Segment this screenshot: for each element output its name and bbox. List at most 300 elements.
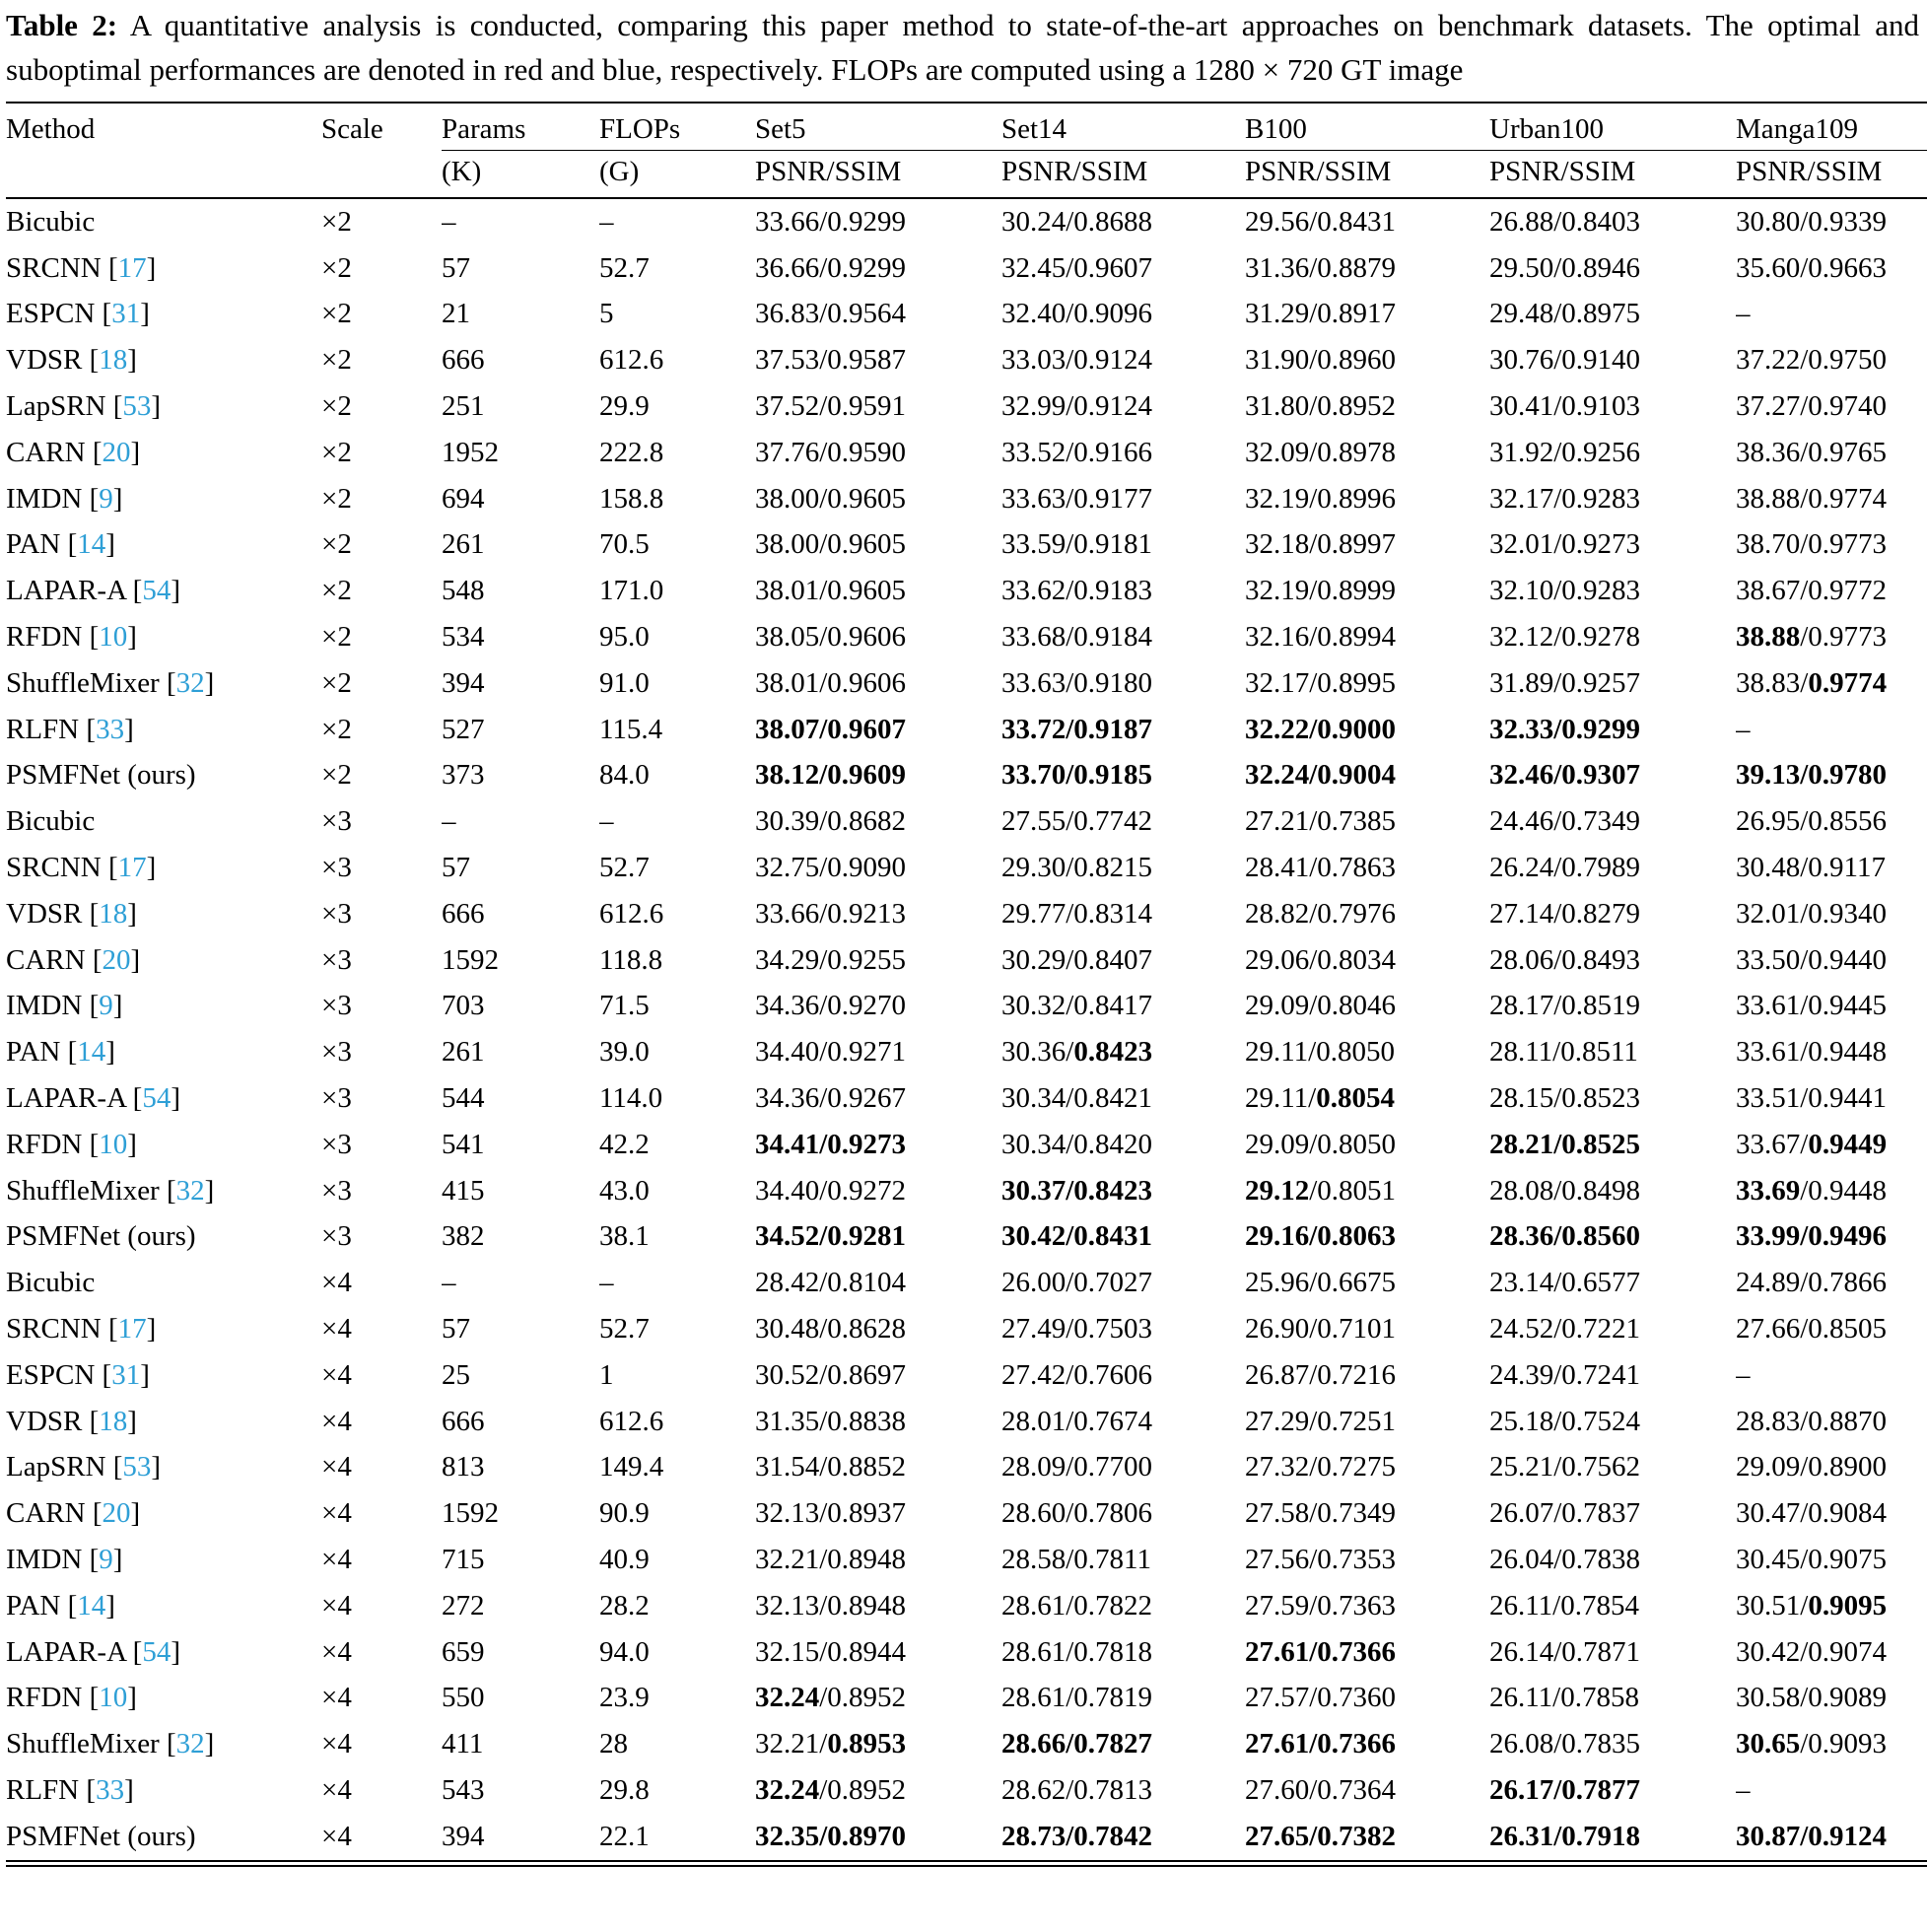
cell-b100: 31.80/0.8952 (1245, 390, 1397, 423)
cell-manga109: 27.66/0.8505 (1736, 1312, 1888, 1345)
cell-params: 394 (442, 1820, 485, 1852)
cell-manga109: 38.83/0.9774 (1736, 666, 1888, 699)
cell-scale: ×4 (321, 1682, 352, 1714)
cell-params: 666 (442, 897, 485, 930)
column-header-set5: Set5 (755, 103, 1001, 150)
cell-flops: 114.0 (599, 1081, 663, 1114)
table-row (6, 1029, 1927, 1075)
cell-scale: ×2 (321, 482, 352, 515)
cell-manga109: 28.83/0.8870 (1736, 1405, 1888, 1437)
cell-method: LapSRN [53] (6, 390, 162, 423)
cell-manga109: 33.61/0.9448 (1736, 1036, 1888, 1069)
cell-urban100: 32.10/0.9283 (1489, 575, 1641, 607)
cell-method: SRCNN [17] (6, 251, 157, 284)
method-name: RFDN (6, 1128, 83, 1160)
citation-link[interactable]: 9 (99, 990, 113, 1022)
method-name: PAN (6, 528, 61, 561)
cell-set14: 28.58/0.7811 (1001, 1543, 1151, 1575)
cell-set14: 30.34/0.8421 (1001, 1081, 1153, 1114)
cell-scale: ×4 (321, 1820, 352, 1852)
cell-set14: 33.52/0.9166 (1001, 436, 1153, 468)
method-name: VDSR (6, 1405, 83, 1437)
cell-b100: 25.96/0.6675 (1245, 1267, 1397, 1299)
citation-link[interactable]: 18 (99, 897, 128, 930)
cell-method: ShuffleMixer [32] (6, 666, 215, 699)
cell-params: 411 (442, 1728, 484, 1760)
cell-flops: 612.6 (599, 344, 664, 377)
cell-urban100: 31.92/0.9256 (1489, 436, 1641, 468)
cell-method: SRCNN [17] (6, 852, 157, 883)
citation-link[interactable]: 32 (175, 1174, 205, 1207)
table-row (6, 1490, 1927, 1537)
citation-link[interactable]: 18 (99, 1405, 128, 1437)
cell-manga109: 30.45/0.9075 (1736, 1543, 1888, 1575)
column-subheader-params: (K) (442, 151, 599, 198)
cell-method: VDSR [18] (6, 344, 137, 377)
cell-set5: 34.29/0.9255 (755, 943, 907, 976)
cell-urban100: 32.33/0.9299 (1489, 713, 1641, 745)
cell-urban100: 28.15/0.8523 (1489, 1081, 1641, 1114)
cell-params: – (442, 805, 456, 838)
table-row (6, 752, 1927, 798)
cell-set14: 28.09/0.7700 (1001, 1451, 1153, 1484)
cell-set5: 32.13/0.8937 (755, 1497, 907, 1530)
method-name: RFDN (6, 1682, 83, 1714)
cell-set14: 29.77/0.8314 (1001, 897, 1153, 930)
cell-params: 694 (442, 482, 485, 515)
cell-set5: 31.35/0.8838 (755, 1405, 907, 1437)
method-name: Bicubic (6, 1267, 96, 1299)
method-name: PSMFNet (ours) (6, 759, 196, 792)
citation-link[interactable]: 31 (111, 1358, 141, 1391)
cell-params: 715 (442, 1543, 485, 1575)
cell-manga109: 30.58/0.9089 (1736, 1682, 1888, 1714)
cell-scale: ×3 (321, 1081, 352, 1114)
table-row (6, 476, 1927, 522)
table-row (6, 198, 1927, 245)
cell-scale: ×2 (321, 666, 352, 699)
cell-params: 1952 (442, 436, 499, 468)
method-name: IMDN (6, 990, 83, 1022)
cell-set14: 33.59/0.9181 (1001, 528, 1153, 561)
cell-b100: 31.90/0.8960 (1245, 344, 1397, 377)
cell-flops: 1 (599, 1358, 614, 1391)
cell-params: – (442, 1267, 456, 1299)
cell-flops: 84.0 (599, 759, 650, 792)
citation-link[interactable]: 14 (77, 1589, 106, 1622)
citation-link[interactable]: 9 (99, 1543, 113, 1575)
cell-set14: 28.61/0.7822 (1001, 1589, 1153, 1622)
citation-link[interactable]: 10 (99, 1128, 128, 1160)
method-name: PSMFNet (ours) (6, 1820, 196, 1852)
table-row (6, 1075, 1927, 1122)
cell-scale: ×4 (321, 1728, 352, 1760)
cell-params: 272 (442, 1589, 485, 1622)
cell-scale: ×3 (321, 1036, 352, 1069)
cell-set14: 33.72/0.9187 (1001, 713, 1153, 745)
cell-b100: 32.16/0.8994 (1245, 621, 1397, 654)
cell-b100: 29.56/0.8431 (1245, 205, 1397, 238)
table-body (6, 198, 1927, 1863)
cell-scale: ×2 (321, 528, 352, 561)
cell-manga109: 38.67/0.9772 (1736, 575, 1888, 607)
cell-params: 251 (442, 390, 485, 423)
cell-flops: 28 (599, 1728, 628, 1760)
cell-b100: 29.11/0.8054 (1245, 1081, 1395, 1114)
cell-scale: ×4 (321, 1358, 352, 1391)
citation-link[interactable]: 10 (99, 1682, 128, 1714)
citation-link[interactable]: 32 (175, 666, 205, 699)
cell-params: 527 (442, 713, 485, 745)
cell-params: 1592 (442, 943, 499, 976)
cell-manga109: 38.88/0.9773 (1736, 621, 1888, 654)
cell-set14: 30.37/0.8423 (1001, 1174, 1153, 1207)
cell-urban100: 26.31/0.7918 (1489, 1820, 1641, 1852)
cell-manga109: 26.95/0.8556 (1736, 805, 1888, 838)
cell-method: ShuffleMixer [32] (6, 1728, 215, 1760)
cell-b100: 29.12/0.8051 (1245, 1174, 1397, 1207)
cell-method: ShuffleMixer [32] (6, 1174, 215, 1207)
cell-flops: 149.4 (599, 1451, 664, 1484)
cell-urban100: 30.41/0.9103 (1489, 390, 1641, 423)
cell-b100: 28.41/0.7863 (1245, 852, 1397, 883)
cell-method: IMDN [9] (6, 482, 123, 515)
cell-b100: 27.29/0.7251 (1245, 1405, 1397, 1437)
column-subheader-b100: PSNR/SSIM (1245, 151, 1489, 198)
cell-urban100: 24.52/0.7221 (1489, 1312, 1641, 1345)
cell-set5: 34.36/0.9267 (755, 1081, 907, 1114)
table-row (6, 798, 1927, 845)
cell-urban100: 26.14/0.7871 (1489, 1635, 1641, 1668)
cell-urban100: 26.17/0.7877 (1489, 1773, 1641, 1806)
cell-method: RFDN [10] (6, 621, 137, 654)
table-row (6, 1399, 1927, 1445)
cell-flops: 71.5 (599, 990, 650, 1022)
cell-set14: 33.68/0.9184 (1001, 621, 1153, 654)
cell-b100: 29.09/0.8046 (1245, 990, 1397, 1022)
cell-params: 703 (442, 990, 485, 1022)
cell-b100: 29.06/0.8034 (1245, 943, 1397, 976)
citation-link[interactable]: 31 (111, 298, 141, 330)
cell-urban100: 26.04/0.7838 (1489, 1543, 1641, 1575)
cell-b100: 32.17/0.8995 (1245, 666, 1397, 699)
cell-manga109: 37.22/0.9750 (1736, 344, 1888, 377)
cell-urban100: 29.48/0.8975 (1489, 298, 1641, 330)
column-subheader-set14: PSNR/SSIM (1001, 151, 1245, 198)
cell-scale: ×3 (321, 805, 352, 838)
cell-manga109: 32.01/0.9340 (1736, 897, 1888, 930)
citation-link[interactable]: 32 (175, 1728, 205, 1760)
citation-link[interactable]: 9 (99, 482, 113, 515)
cell-manga109: 39.13/0.9780 (1736, 759, 1888, 792)
cell-method: VDSR [18] (6, 1405, 137, 1437)
cell-flops: 23.9 (599, 1682, 650, 1714)
cell-urban100: 26.88/0.8403 (1489, 205, 1641, 238)
cell-manga109: 30.65/0.9093 (1736, 1728, 1888, 1760)
citation-link[interactable]: 53 (122, 390, 152, 423)
cell-method: CARN [20] (6, 943, 141, 976)
cell-params: 1592 (442, 1497, 499, 1530)
cell-method: LAPAR-A [54] (6, 575, 181, 607)
cell-params: 21 (442, 298, 470, 330)
cell-method: VDSR [18] (6, 897, 137, 930)
citation-link[interactable]: 10 (99, 621, 128, 654)
cell-manga109: – (1736, 298, 1751, 330)
cell-b100: 27.21/0.7385 (1245, 805, 1397, 838)
cell-flops: 22.1 (599, 1820, 650, 1852)
citation-link[interactable]: 54 (142, 575, 172, 607)
column-header-flops: FLOPs (599, 103, 755, 150)
citation-link[interactable]: 17 (117, 1312, 147, 1345)
cell-method: ESPCN [31] (6, 298, 150, 330)
cell-set14: 28.66/0.7827 (1001, 1728, 1153, 1760)
cell-set5: 32.13/0.8948 (755, 1589, 907, 1622)
citation-link[interactable]: 54 (142, 1081, 172, 1114)
cell-method: IMDN [9] (6, 990, 123, 1022)
citation-link[interactable]: 18 (99, 344, 128, 377)
cell-scale: ×4 (321, 1405, 352, 1437)
cell-set14: 33.03/0.9124 (1001, 344, 1153, 377)
table-row (6, 1122, 1927, 1168)
cell-manga109: 30.48/0.9117 (1736, 852, 1886, 883)
method-name: IMDN (6, 482, 83, 515)
citation-link[interactable]: 17 (117, 251, 147, 284)
cell-flops: 52.7 (599, 1312, 650, 1345)
column-header-params: Params (442, 103, 599, 150)
cell-urban100: 27.14/0.8279 (1489, 897, 1641, 930)
table-row (6, 337, 1927, 383)
cell-params: 666 (442, 344, 485, 377)
cell-scale: ×4 (321, 1589, 352, 1622)
table-caption-label: Table 2: (6, 8, 118, 42)
table-row (6, 983, 1927, 1029)
column-subheader-method (6, 151, 321, 198)
cell-b100: 32.09/0.8978 (1245, 436, 1397, 468)
column-header-scale: Scale (321, 113, 383, 146)
table-header (6, 103, 1927, 198)
cell-set5: 38.01/0.9606 (755, 666, 907, 699)
cell-b100: 27.61/0.7366 (1245, 1728, 1397, 1760)
cell-scale: ×3 (321, 897, 352, 930)
cell-flops: 52.7 (599, 251, 650, 284)
cell-set14: 28.61/0.7819 (1001, 1682, 1153, 1714)
method-name: ShuffleMixer (6, 1174, 160, 1207)
cell-params: 544 (442, 1081, 485, 1114)
column-subheader-urban100: PSNR/SSIM (1489, 151, 1736, 198)
cell-flops: 118.8 (599, 943, 663, 976)
cell-scale: ×4 (321, 1312, 352, 1345)
cell-urban100: 26.11/0.7858 (1489, 1682, 1639, 1714)
cell-b100: 28.82/0.7976 (1245, 897, 1397, 930)
cell-b100: 32.18/0.8997 (1245, 528, 1397, 561)
cell-set5: 38.12/0.9609 (755, 759, 907, 792)
citation-link[interactable]: 14 (77, 1036, 106, 1069)
cell-scale: ×2 (321, 344, 352, 377)
cell-set5: 32.75/0.9090 (755, 852, 907, 883)
cell-b100: 29.11/0.8050 (1245, 1036, 1395, 1069)
cell-method (6, 1814, 321, 1863)
cell-method (6, 1213, 321, 1260)
method-name: ESPCN (6, 298, 96, 330)
cell-set5: 30.39/0.8682 (755, 805, 907, 838)
citation-link[interactable]: 54 (142, 1635, 172, 1668)
cell-set5: 32.21/0.8953 (755, 1728, 907, 1760)
table-row (6, 1444, 1927, 1490)
citation-link[interactable]: 33 (96, 713, 125, 745)
cell-method: IMDN [9] (6, 1543, 123, 1575)
table-row (6, 891, 1927, 937)
cell-params: 373 (442, 759, 485, 792)
cell-flops: 612.6 (599, 897, 664, 930)
table-row (6, 1629, 1927, 1676)
citation-link[interactable]: 53 (122, 1451, 152, 1484)
cell-flops: 171.0 (599, 575, 664, 607)
cell-set5: 36.66/0.9299 (755, 251, 907, 284)
table-row (6, 245, 1927, 292)
cell-set5: 36.83/0.9564 (755, 298, 907, 330)
cell-params: – (442, 205, 456, 238)
citation-link[interactable]: 17 (117, 852, 147, 883)
column-header-urban100: Urban100 (1489, 103, 1736, 150)
cell-set14: 26.00/0.7027 (1001, 1267, 1153, 1299)
cell-method: LapSRN [53] (6, 1451, 162, 1484)
cell-manga109: 30.80/0.9339 (1736, 205, 1888, 238)
cell-urban100: 28.11/0.8511 (1489, 1036, 1638, 1069)
column-header-method: Method (6, 113, 96, 146)
cell-urban100: 28.17/0.8519 (1489, 990, 1641, 1022)
cell-set14: 33.70/0.9185 (1001, 759, 1153, 792)
cell-set14: 29.30/0.8215 (1001, 852, 1153, 883)
cell-set5: 38.00/0.9605 (755, 482, 907, 515)
table-row (6, 660, 1927, 707)
cell-b100: 29.09/0.8050 (1245, 1128, 1397, 1160)
table-row (6, 937, 1927, 984)
cell-set14: 32.40/0.9096 (1001, 298, 1153, 330)
cell-set5: 32.35/0.8970 (755, 1820, 907, 1852)
cell-set5: 34.52/0.9281 (755, 1220, 907, 1253)
cell-set14: 30.24/0.8688 (1001, 205, 1153, 238)
method-name: CARN (6, 1497, 86, 1530)
cell-set5: 32.15/0.8944 (755, 1635, 907, 1668)
cell-manga109: – (1736, 713, 1751, 745)
cell-manga109: 38.36/0.9765 (1736, 436, 1888, 468)
cell-set5: 31.54/0.8852 (755, 1451, 907, 1484)
cell-set5: 30.48/0.8628 (755, 1312, 907, 1345)
table-caption (6, 4, 1919, 92)
cell-params: 659 (442, 1635, 485, 1668)
citation-link[interactable]: 20 (102, 943, 131, 976)
cell-scale: ×2 (321, 759, 352, 792)
citation-link[interactable]: 20 (102, 436, 131, 468)
cell-set5: 33.66/0.9299 (755, 205, 907, 238)
method-name: LapSRN (6, 390, 106, 423)
cell-params: 543 (442, 1773, 485, 1806)
cell-manga109: 33.67/0.9449 (1736, 1128, 1888, 1160)
cell-params: 25 (442, 1358, 470, 1391)
method-name: Bicubic (6, 205, 96, 238)
cell-flops: 29.8 (599, 1773, 650, 1806)
table-row (6, 1721, 1927, 1767)
cell-set14: 32.45/0.9607 (1001, 251, 1153, 284)
cell-method: RLFN [33] (6, 1773, 134, 1806)
cell-b100: 27.57/0.7360 (1245, 1682, 1397, 1714)
column-header-manga109: Manga109 (1736, 103, 1927, 150)
method-name: SRCNN (6, 1312, 102, 1345)
cell-manga109: 33.99/0.9496 (1736, 1220, 1888, 1253)
method-name: RLFN (6, 1773, 80, 1806)
cell-set14: 27.55/0.7742 (1001, 805, 1153, 838)
cell-method (6, 798, 321, 845)
citation-link[interactable]: 14 (77, 528, 106, 561)
cell-method: CARN [20] (6, 1497, 141, 1530)
cell-set14: 27.42/0.7606 (1001, 1358, 1153, 1391)
cell-set14: 33.62/0.9183 (1001, 575, 1153, 607)
cell-scale: ×3 (321, 943, 352, 976)
cell-method: ESPCN [31] (6, 1358, 150, 1391)
cell-urban100: 26.11/0.7854 (1489, 1589, 1639, 1622)
cell-set14: 33.63/0.9177 (1001, 482, 1153, 515)
cell-urban100: 23.14/0.6577 (1489, 1267, 1641, 1299)
cell-scale: ×4 (321, 1773, 352, 1806)
cell-set5: 37.53/0.9587 (755, 344, 907, 377)
cell-set5: 38.05/0.9606 (755, 621, 907, 654)
cell-urban100: 26.08/0.7835 (1489, 1728, 1641, 1760)
method-name: ShuffleMixer (6, 1728, 160, 1760)
cell-flops: 43.0 (599, 1174, 650, 1207)
cell-method: LAPAR-A [54] (6, 1635, 181, 1668)
header-row-units (6, 151, 1927, 198)
cell-flops: 94.0 (599, 1635, 650, 1668)
column-subheader-manga109: PSNR/SSIM (1736, 151, 1927, 198)
results-table (6, 102, 1927, 1866)
cell-set14: 30.42/0.8431 (1001, 1220, 1153, 1253)
cell-b100: 29.16/0.8063 (1245, 1220, 1397, 1253)
citation-link[interactable]: 33 (96, 1773, 125, 1806)
cell-flops: 70.5 (599, 528, 650, 561)
cell-flops: 39.0 (599, 1036, 650, 1069)
cell-b100: 27.61/0.7366 (1245, 1635, 1397, 1668)
cell-params: 813 (442, 1451, 485, 1484)
cell-flops: – (599, 1267, 614, 1299)
cell-manga109: – (1736, 1358, 1751, 1391)
column-subheader-flops: (G) (599, 151, 755, 198)
cell-manga109: 30.42/0.9074 (1736, 1635, 1888, 1668)
table-row (6, 1767, 1927, 1814)
table-row (6, 1537, 1927, 1583)
cell-method: PAN [14] (6, 1036, 115, 1069)
table-row (6, 707, 1927, 753)
cell-set5: 30.52/0.8697 (755, 1358, 907, 1391)
cell-scale: ×3 (321, 852, 352, 883)
table-row (6, 430, 1927, 476)
cell-method: RFDN [10] (6, 1682, 137, 1714)
table-row (6, 383, 1927, 430)
cell-params: 534 (442, 621, 485, 654)
table-row (6, 1583, 1927, 1629)
method-name: PAN (6, 1589, 61, 1622)
cell-urban100: 28.06/0.8493 (1489, 943, 1641, 976)
cell-set14: 33.63/0.9180 (1001, 666, 1153, 699)
cell-manga109: 33.69/0.9448 (1736, 1174, 1888, 1207)
column-header-set14: Set14 (1001, 103, 1245, 150)
cell-set5: 38.07/0.9607 (755, 713, 907, 745)
cell-manga109: 33.51/0.9441 (1736, 1081, 1888, 1114)
cell-scale: ×2 (321, 436, 352, 468)
citation-link[interactable]: 20 (102, 1497, 131, 1530)
table-row (6, 1352, 1927, 1399)
cell-urban100: 30.76/0.9140 (1489, 344, 1641, 377)
method-name: VDSR (6, 897, 83, 930)
